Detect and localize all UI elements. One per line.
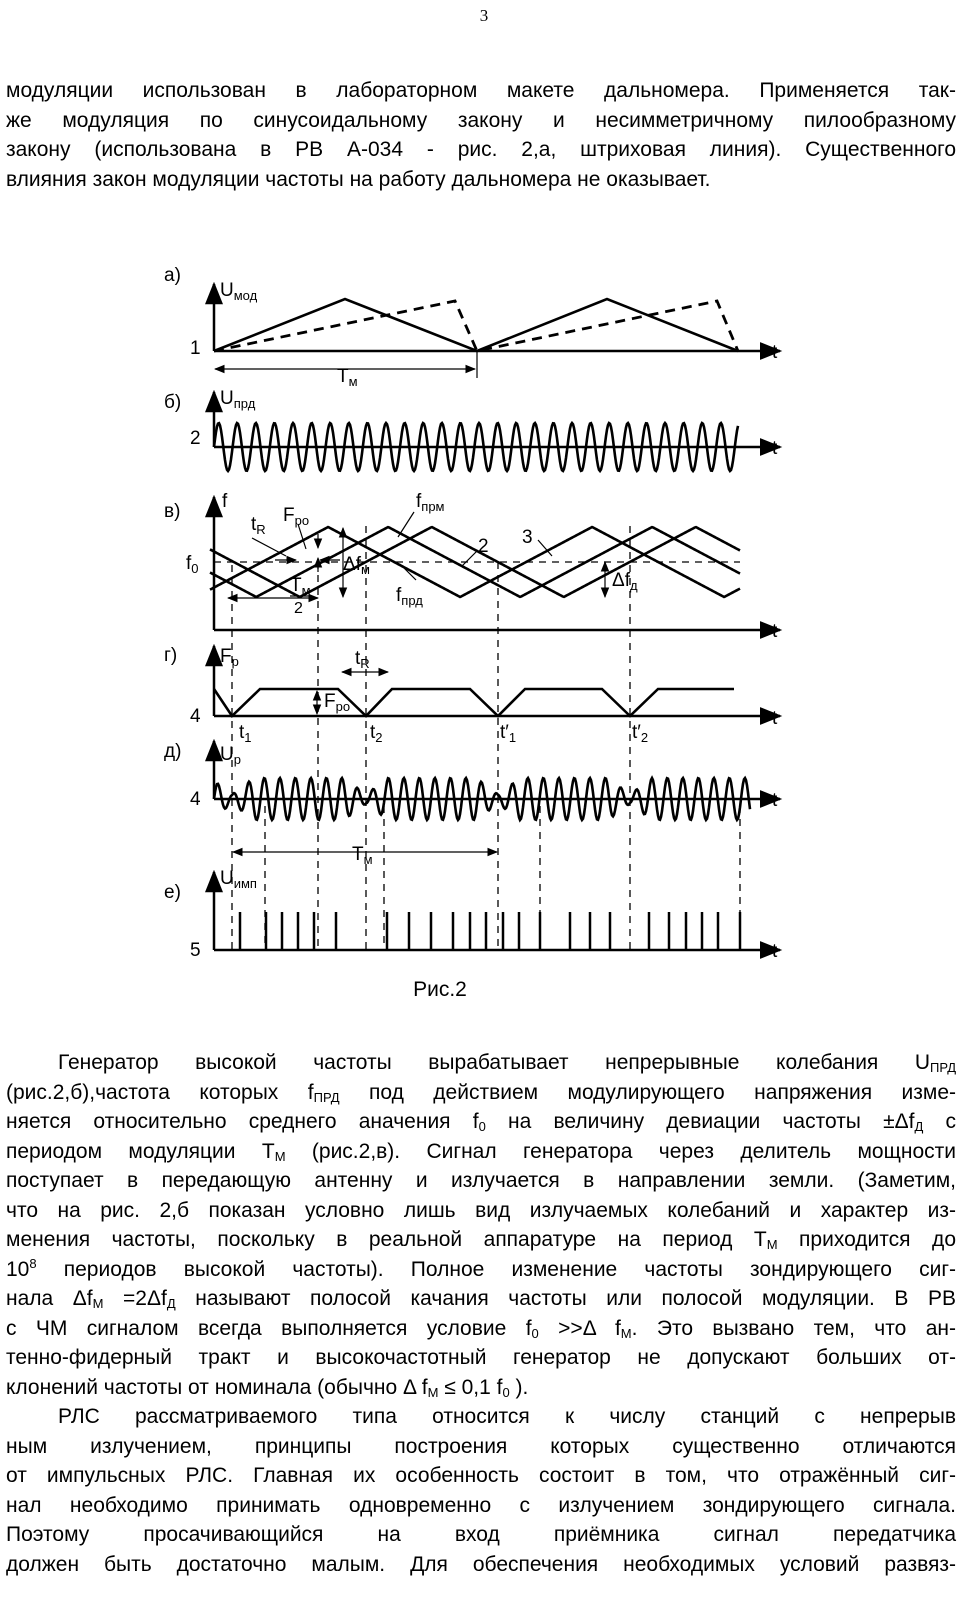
text-line: клонений частоты от номинала (обычно Δ $f_М \le 0,1$ $f_0$ ).	[6, 1375, 529, 1400]
f-ro-label: $F_{ро}$	[324, 691, 351, 714]
t-m-label: $Т_м$	[352, 844, 373, 867]
text-line: от импульсных РЛС. Главная их особенность состоит в том, что отражённый сиг-	[6, 1464, 956, 1487]
u-r-label: $U_р$	[220, 744, 241, 767]
body-text	[6, 1048, 956, 1579]
text-line: РЛС рассматриваемого типа относится к числу станций с непрерыв	[58, 1405, 956, 1428]
f-prd-label: $f_{прд}$	[396, 585, 423, 608]
t-axis-label: t	[772, 708, 778, 729]
text-line: менения частоты, поскольку в реальной аппаратуре на период $Т_М$ приходится до	[6, 1228, 956, 1252]
text-line: Поэтому просачивающийся на вход приёмника сигнал передатчика	[6, 1523, 956, 1546]
text-line: закону (использована в РВ А-034 - рис. 2,а, штриховая линия). Существенного	[6, 138, 956, 161]
t1-prime-label: $t'_1$	[500, 722, 517, 745]
text-line: что на рис. 2,б показан условно лишь вид излучаемых колебаний и характер из-	[6, 1198, 956, 1222]
t-axis-label: t	[772, 941, 778, 962]
page-number: 3	[479, 6, 489, 25]
text-line: же модуляция по синусоидальному закону и несимметричному пилообразному	[6, 108, 956, 132]
panel-label-v: в)	[164, 501, 181, 522]
text-line: с ЧМ сигналом всегда выполняется условие $f_0 >>\Delta$ $f_М$. Это вызвано тем, что ан-	[6, 1316, 956, 1341]
u-mod-label: $U_{мод}$	[220, 280, 258, 303]
curve-number-label: 4	[190, 789, 201, 810]
curve-number-label: 1	[190, 338, 201, 359]
t-m-half-numerator: $Т_м$	[290, 575, 311, 598]
curve-number-label: 2	[190, 428, 201, 449]
text-line: поступает в передающую антенну и излучается в направлении земли. (Заметим,	[6, 1169, 956, 1192]
panel-label-g: г)	[164, 645, 178, 666]
f0-label: $f_0$	[186, 553, 199, 576]
figure-2-timing-diagram	[0, 250, 968, 990]
text-line: ным излучением, принципы построения которых существенно отличаются	[6, 1434, 956, 1458]
text-line: $10^8$ периодов высокой частоты). Полное изменение частоты зондирующего сиг-	[6, 1255, 956, 1281]
text-line: тенно-фидерный тракт и высокочастотный генератор не допускают больших от-	[6, 1346, 956, 1369]
curve-number-label: 2	[478, 536, 489, 557]
t-r-label: $t_R$	[251, 514, 266, 537]
f-ro-label: $F_{ро}$	[283, 505, 310, 528]
text-line: модуляции использован в лабораторном макете дальномера. Применяется так-	[6, 79, 956, 102]
text-line: нала $\Delta f_М =2\Delta f_Д$ называют полосой качания частоты или полосой модуляции. В РВ	[6, 1287, 957, 1311]
text-line: нал необходимо принимать одновременно с излучением зондирующего сигнала.	[6, 1493, 956, 1517]
f-axis-label: f	[222, 491, 228, 512]
f-prm-label: $f_{прм}$	[416, 491, 445, 514]
t-axis-label: t	[772, 621, 778, 642]
u-prd-label: $U_{прд}$	[220, 388, 256, 411]
panel-label-e: е)	[164, 882, 181, 903]
text-line: должен быть достаточно малым. Для обеспечения необходимых условий развяз-	[6, 1552, 956, 1576]
t2-label: $t_2$	[370, 722, 383, 745]
label-leader	[398, 512, 414, 537]
label-leader	[462, 550, 478, 566]
panel-label-b: б)	[164, 392, 182, 413]
text-line: периодом модуляции $Т_М$ (рис.2,в). Сигнал генератора через делитель мощности	[6, 1139, 956, 1164]
t-axis-label: t	[772, 438, 778, 459]
delta-fd-label: $\Delta f_д$	[612, 570, 638, 593]
label-leader	[252, 538, 286, 556]
intro-paragraph	[6, 76, 956, 194]
text-line: (рис.2,б),частота которых $f_{ПРД}$ под действием модулирующего напряжения изме-	[6, 1080, 956, 1105]
text-line: няется относительно среднего аначения $f_0$ на величину девиации частоты $\pm\Delta f_Д$ с	[6, 1110, 956, 1134]
curve-number-label: 5	[190, 940, 201, 961]
t-axis-label: t	[772, 790, 778, 811]
curve-number-label: 4	[190, 706, 201, 727]
panel-label-a: а)	[164, 265, 181, 286]
t-axis-label: t	[772, 342, 778, 363]
delta-fm-label: $\Delta f_м$	[343, 554, 370, 577]
t-m-label: $Т_м$	[337, 366, 358, 389]
t-r-label: $t_R$	[355, 648, 370, 671]
f-r-label: $F_р$	[220, 646, 239, 669]
t1-label: $t_1$	[239, 722, 252, 745]
triangle-modulation-curve	[214, 299, 738, 351]
t-m-half-denominator: 2	[294, 600, 303, 617]
panel-label-d: д)	[164, 741, 182, 762]
text-line: Генератор высокой частоты вырабатывает непрерывные колебания $U_{ПРД}$	[58, 1051, 956, 1075]
figure-caption: Рис.2	[413, 978, 467, 1001]
curve-number-label: 3	[522, 527, 533, 548]
text-line: влияния закон модуляции частоты на работу дальномера не оказывает.	[6, 167, 711, 191]
t2-prime-label: $t'_2$	[632, 722, 649, 745]
u-imp-label: $U_{имп}$	[220, 868, 257, 891]
beat-frequency-curve	[214, 689, 734, 716]
sawtooth-modulation-curve	[214, 301, 738, 351]
